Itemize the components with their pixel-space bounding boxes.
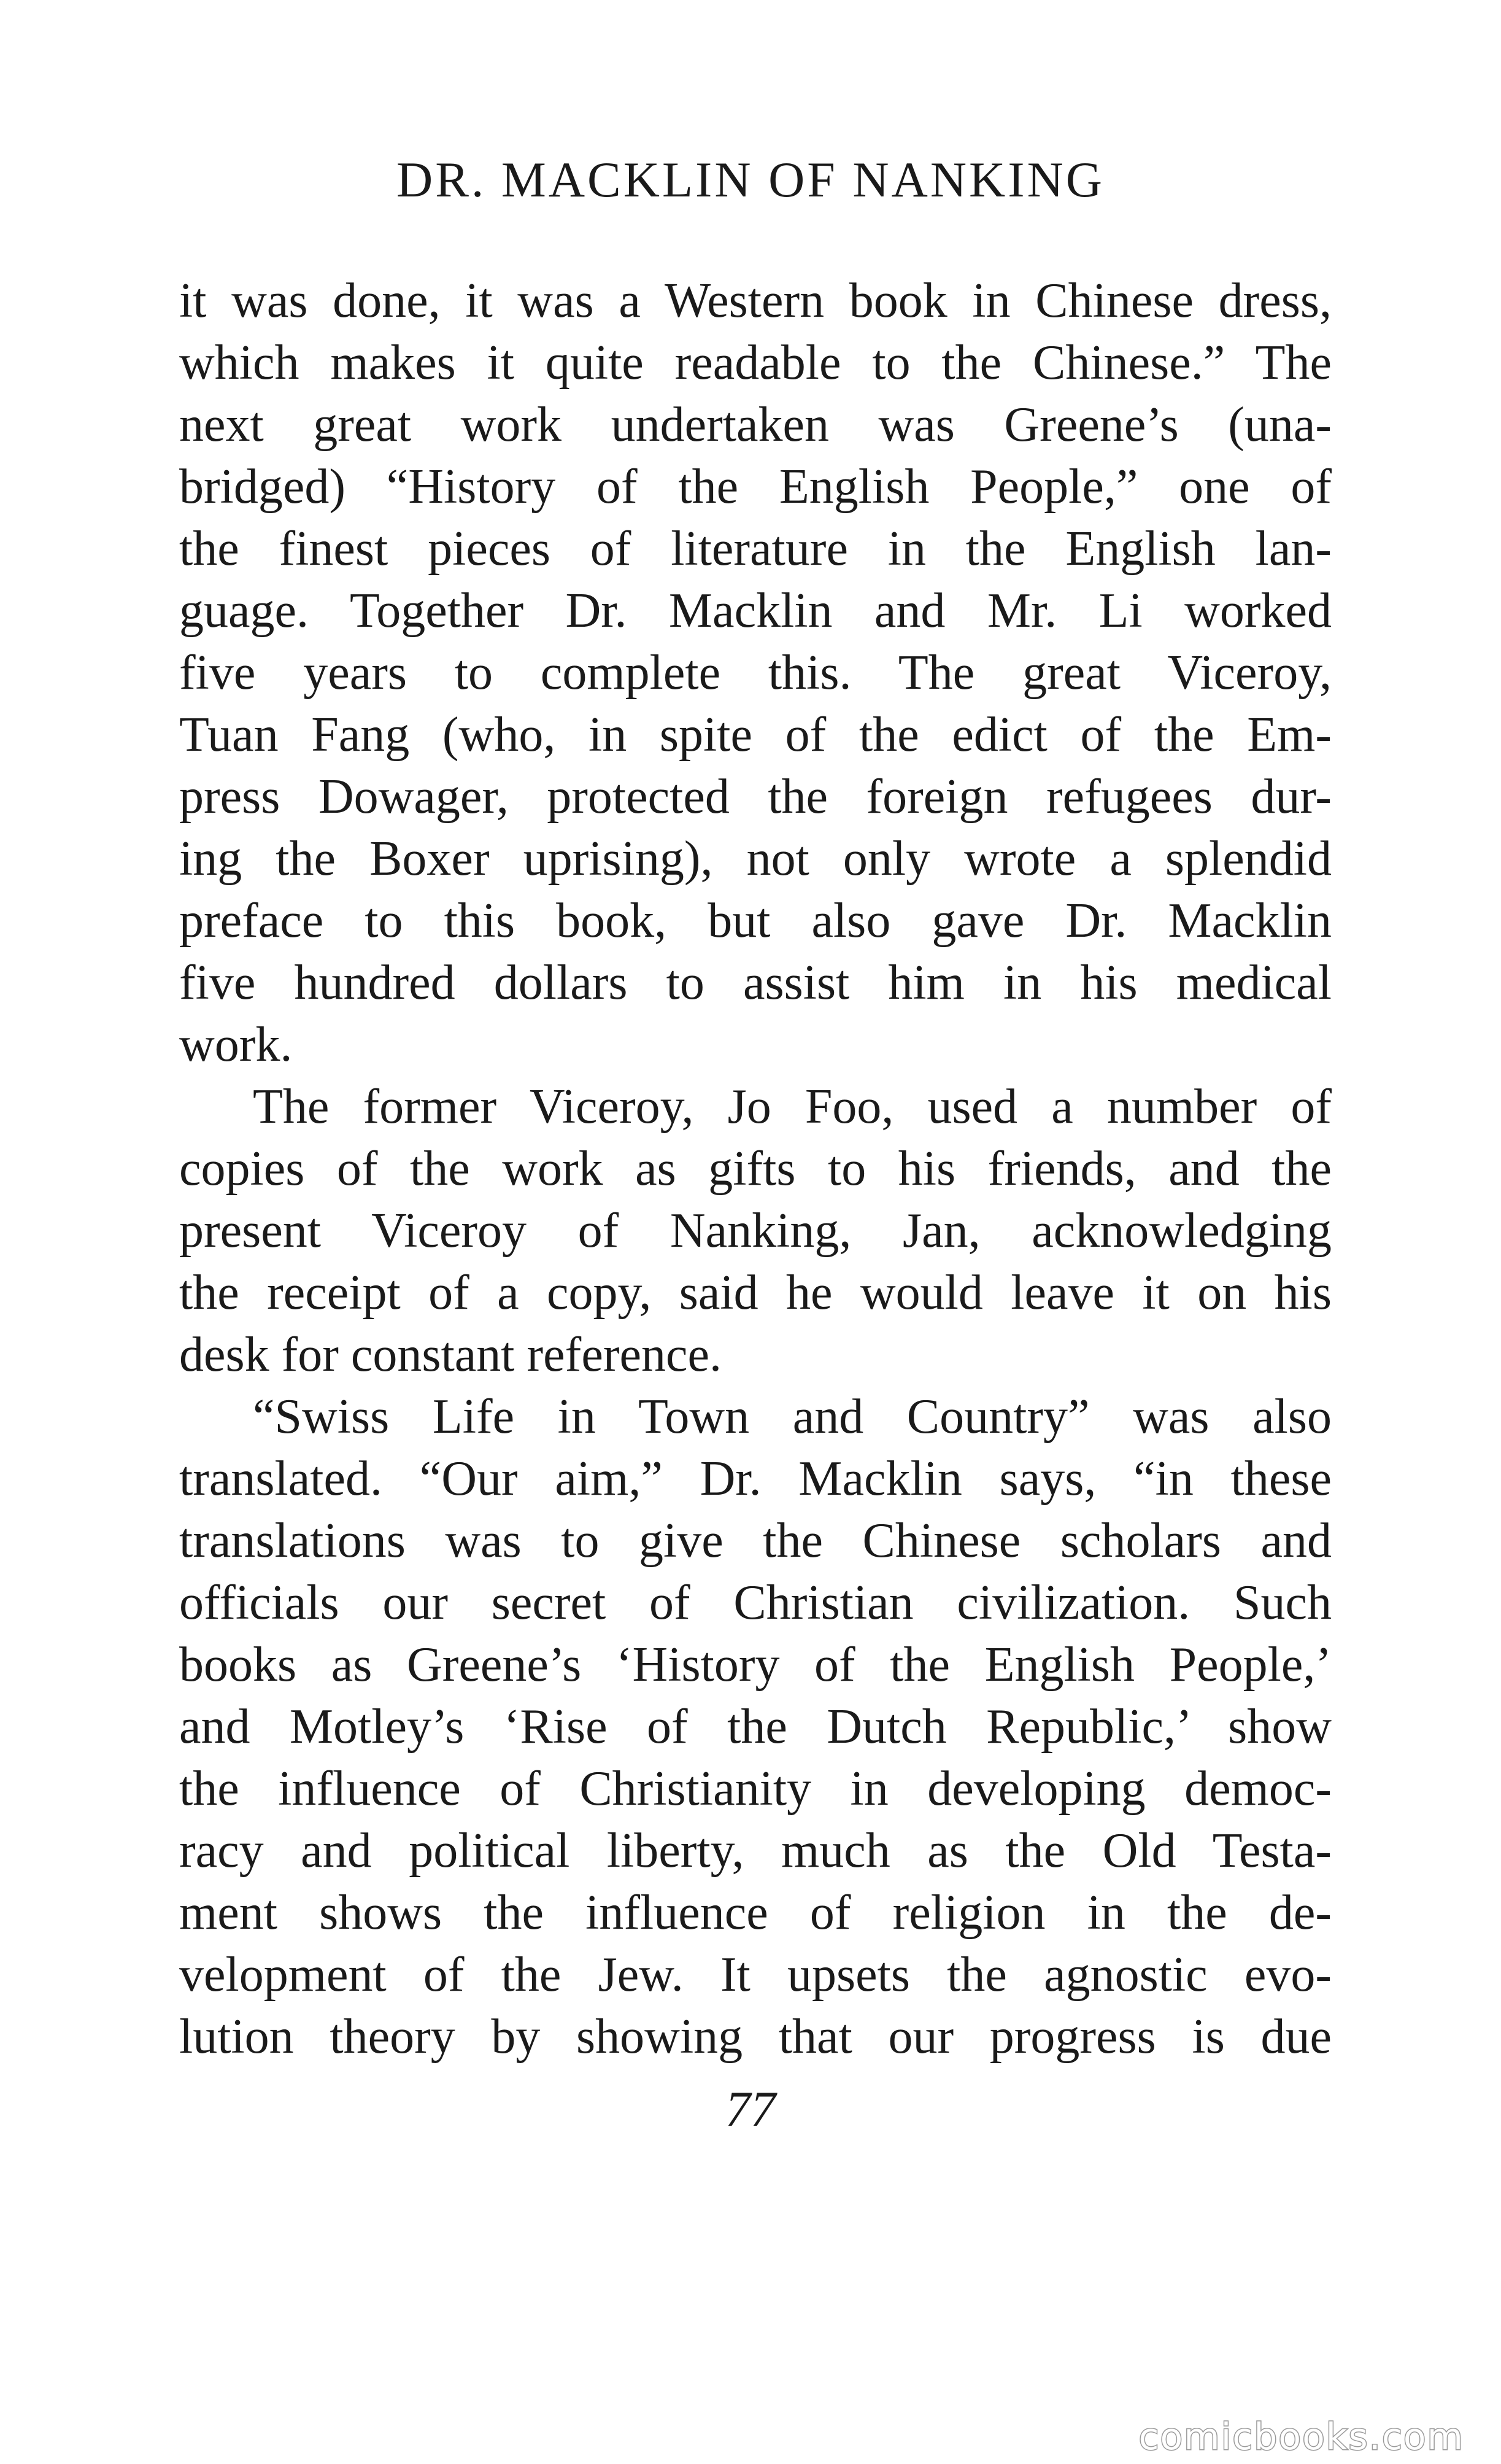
text-line: five hundred dollars to assist him in his medical bbox=[179, 956, 1332, 1010]
text-line: “Swiss Life in Town and Country” was also bbox=[253, 1390, 1332, 1444]
text-line: The former Viceroy, Jo Foo, used a number of bbox=[253, 1080, 1332, 1134]
text-line: Tuan Fang (who, in spite of the edict of the Em- bbox=[179, 708, 1332, 762]
text-line: the finest pieces of literature in the English lan- bbox=[179, 522, 1332, 576]
text-line: work. bbox=[179, 1018, 293, 1072]
text-line: velopment of the Jew. It upsets the agnostic evo- bbox=[179, 1948, 1332, 2002]
text-line: translations was to give the Chinese scholars and bbox=[179, 1514, 1332, 1568]
text-line: five years to complete this. The great Viceroy, bbox=[179, 646, 1332, 700]
text-line: lution theory by showing that our progress is due bbox=[179, 2010, 1332, 2064]
text-line: officials our secret of Christian civilization. Such bbox=[179, 1576, 1332, 1630]
text-line: next great work undertaken was Greene’s (una- bbox=[179, 398, 1332, 452]
text-line: and Motley’s ‘Rise of the Dutch Republic,’ show bbox=[179, 1700, 1332, 1754]
text-line: bridged) “History of the English People,” one of bbox=[179, 460, 1332, 514]
text-line: ment shows the influence of religion in the de- bbox=[179, 1886, 1332, 1940]
text-line: translated. “Our aim,” Dr. Macklin says, “in these bbox=[179, 1452, 1332, 1506]
site-watermark: comicbooks.com bbox=[1138, 2416, 1464, 2458]
text-line: the influence of Christianity in developing democ- bbox=[179, 1762, 1332, 1816]
page-number: 77 bbox=[725, 2081, 776, 2137]
text-line: which makes it quite readable to the Chinese.” The bbox=[179, 336, 1332, 390]
text-line: preface to this book, but also gave Dr. Macklin bbox=[179, 894, 1332, 948]
text-line: it was done, it was a Western book in Chinese dress, bbox=[179, 274, 1332, 328]
text-line: press Dowager, protected the foreign refugees dur- bbox=[179, 770, 1332, 824]
body-text bbox=[179, 270, 1332, 2068]
text-line: books as Greene’s ‘History of the English People,’ bbox=[179, 1638, 1332, 1692]
text-line: ing the Boxer uprising), not only wrote a splendid bbox=[179, 832, 1332, 886]
text-line: the receipt of a copy, said he would leave it on his bbox=[179, 1266, 1332, 1320]
text-line: racy and political liberty, much as the Old Testa- bbox=[179, 1824, 1332, 1878]
text-line: guage. Together Dr. Macklin and Mr. Li worked bbox=[179, 584, 1332, 638]
text-line: copies of the work as gifts to his friends, and the bbox=[179, 1142, 1332, 1196]
text-line: desk for constant reference. bbox=[179, 1328, 722, 1382]
text-line: present Viceroy of Nanking, Jan, acknowledging bbox=[179, 1204, 1332, 1258]
running-head: DR. MACKLIN OF NANKING bbox=[396, 152, 1105, 207]
